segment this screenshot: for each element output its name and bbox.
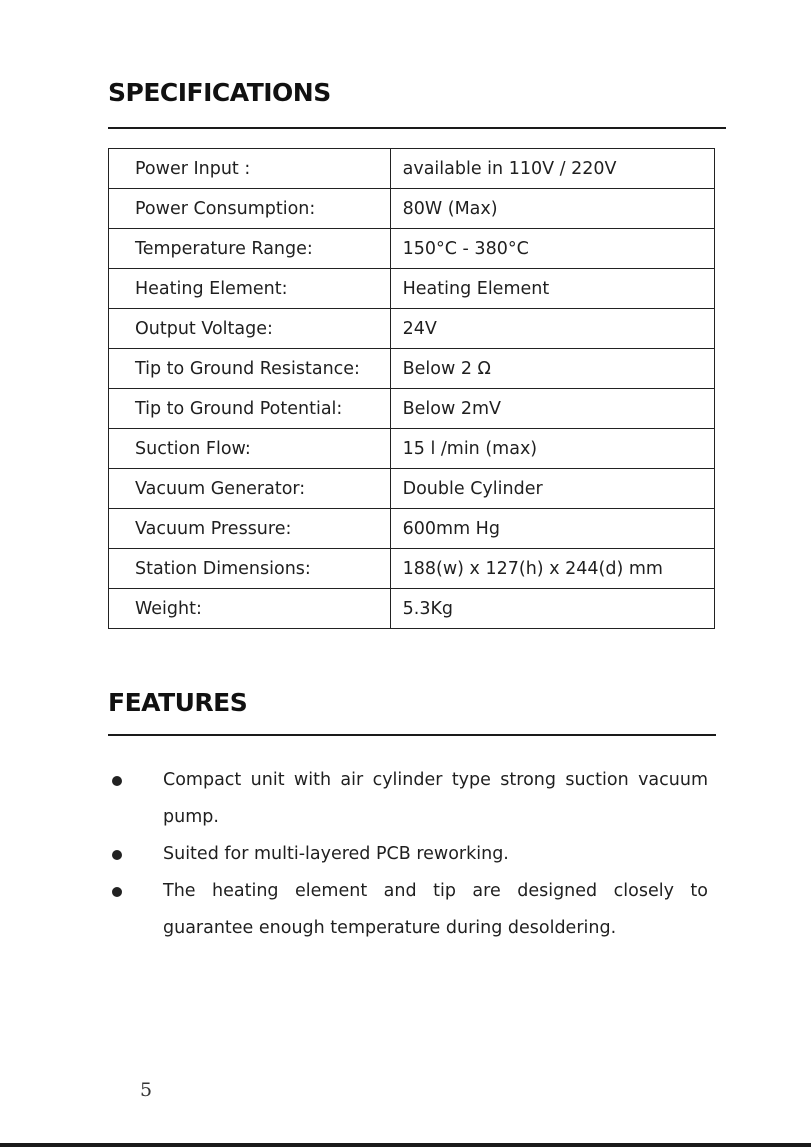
page-number: 5: [140, 1079, 153, 1101]
bullet-icon: [112, 850, 122, 860]
spec-label: Vacuum Pressure:: [109, 509, 391, 549]
spec-label: Power Consumption:: [109, 189, 391, 229]
spec-value: 5.3Kg: [390, 589, 714, 629]
specifications-heading: SPECIFICATIONS: [108, 78, 331, 107]
spec-label: Temperature Range:: [109, 229, 391, 269]
spec-row-tip-ground-resistance: [109, 349, 715, 389]
spec-value: Heating Element: [390, 269, 714, 309]
feature-item: [108, 762, 708, 836]
bullet-icon: [112, 776, 122, 786]
spec-value: 600mm Hg: [390, 509, 714, 549]
spec-value: available in 110V / 220V: [390, 149, 714, 189]
spec-row-station-dimensions: [109, 549, 715, 589]
feature-text: Suited for multi-layered PCB reworking.: [163, 844, 509, 864]
bullet-icon: [112, 887, 122, 897]
spec-value: 80W (Max): [390, 189, 714, 229]
spec-row-output-voltage: [109, 309, 715, 349]
spec-row-suction-flow: [109, 429, 715, 469]
spec-label: Weight:: [109, 589, 391, 629]
spec-value: 150°C - 380°C: [390, 229, 714, 269]
spec-label: Output Voltage:: [109, 309, 391, 349]
spec-label: Tip to Ground Resistance:: [109, 349, 391, 389]
spec-label: Power Input :: [109, 149, 391, 189]
spec-row-vacuum-pressure: [109, 509, 715, 549]
spec-label: Station Dimensions:: [109, 549, 391, 589]
feature-text: Compact unit with air cylinder type strong suction vacuum pump.: [163, 770, 708, 827]
spec-row-weight: [109, 589, 715, 629]
spec-row-tip-ground-potential: [109, 389, 715, 429]
spec-value: 24V: [390, 309, 714, 349]
spec-label: Suction Flow:: [109, 429, 391, 469]
specifications-divider: [108, 127, 726, 129]
spec-value: Below 2 Ω: [390, 349, 714, 389]
page-bottom-edge: [0, 1143, 811, 1147]
spec-value: Double Cylinder: [390, 469, 714, 509]
features-heading: FEATURES: [108, 688, 248, 717]
spec-value: 15 l /min (max): [390, 429, 714, 469]
feature-item: [108, 836, 708, 873]
spec-label: Heating Element:: [109, 269, 391, 309]
spec-value: Below 2mV: [390, 389, 714, 429]
feature-text: The heating element and tip are designed closely to guarantee enough temperature during desoldering.: [163, 881, 708, 938]
spec-row-temperature-range: [109, 229, 715, 269]
spec-row-heating-element: [109, 269, 715, 309]
specifications-table: [108, 148, 715, 629]
spec-row-power-input: [109, 149, 715, 189]
feature-item: [108, 873, 708, 947]
spec-row-power-consumption: [109, 189, 715, 229]
features-list: [108, 762, 708, 947]
spec-row-vacuum-generator: [109, 469, 715, 509]
spec-value: 188(w) x 127(h) x 244(d) mm: [390, 549, 714, 589]
features-divider: [108, 734, 716, 736]
spec-label: Vacuum Generator:: [109, 469, 391, 509]
spec-label: Tip to Ground Potential:: [109, 389, 391, 429]
